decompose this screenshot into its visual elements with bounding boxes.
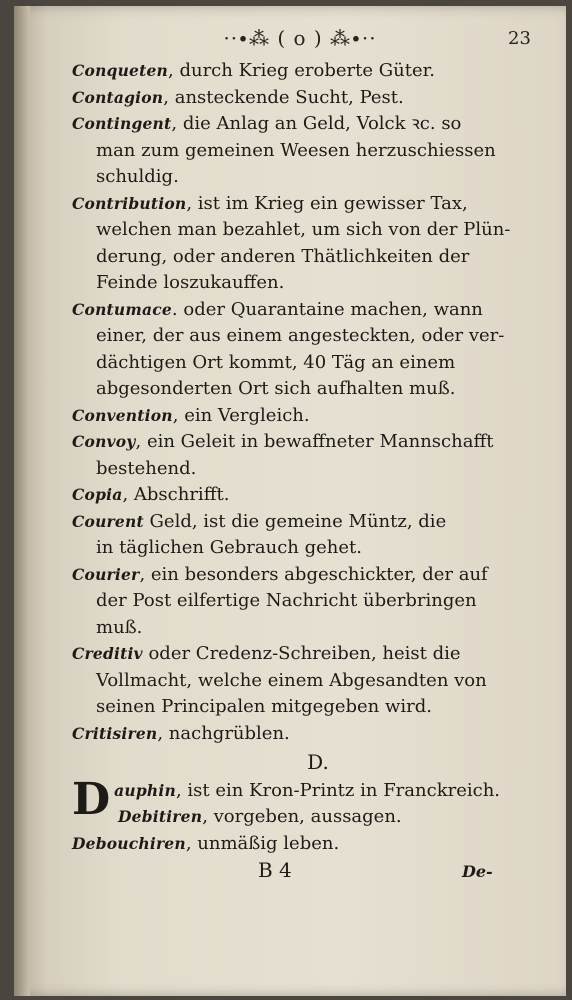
glossary-entry [72, 111, 534, 191]
entry-first-line [72, 403, 534, 430]
entry-definition: Geld, ist die gemeine Müntz, die [143, 510, 447, 532]
entry-definition: , unmäßig leben. [185, 832, 340, 854]
entry-term: Contagion [72, 87, 164, 107]
entry-first-line [72, 191, 534, 218]
header-ornament [200, 26, 400, 50]
entry-term: Copia [72, 485, 123, 504]
entry-term: Convention [72, 405, 173, 425]
page-header [0, 26, 572, 56]
d-entry-list [72, 773, 534, 858]
entry-definition: , ein besonders abgeschickter, der auf [139, 563, 488, 585]
entry-first-line [72, 562, 534, 589]
entry-first-line [72, 58, 534, 85]
entry-continuation: abgesonderten Ort sich aufhalten muß. [96, 378, 456, 399]
page-footer [72, 857, 534, 887]
entry-definition: oder Credenz-Schreiben, heist die [142, 643, 461, 664]
entry-definition: , ist im Krieg ein gewisser Tax, [186, 192, 468, 214]
entry-term: Debouchiren [72, 833, 186, 853]
glossary-entry [72, 58, 534, 85]
signature-mark: B 4 [258, 858, 292, 882]
entry-definition: , ein Geleit in bewaffneter Mannschafft [135, 431, 494, 452]
glossary-entry [72, 429, 534, 482]
entry-continuation: muß. [96, 616, 143, 638]
entry-first-line [72, 509, 534, 536]
entry-first-line [72, 429, 534, 456]
entry-continuation: schuldig. [96, 166, 179, 187]
header-mark: ( o ) [277, 26, 323, 50]
entry-term: Debitiren [118, 807, 203, 826]
page-gutter [14, 6, 30, 996]
entry-definition: , nachgrüblen. [157, 722, 290, 744]
entry-term: Courent [72, 511, 144, 531]
entry-first-line [72, 721, 534, 748]
entry-first-line [72, 111, 534, 138]
entry-definition: , ansteckende Sucht, Pest. [163, 86, 404, 108]
entry-continuation: seinen Principalen mitgegeben wird. [96, 696, 432, 717]
entry-definition: , ein Vergleich. [172, 404, 310, 426]
ornament-right: ⁂∙·· [330, 26, 377, 50]
entry-first-line [72, 85, 534, 112]
glossary-entry [72, 403, 534, 430]
entry-continuation: bestehend. [96, 457, 197, 479]
glossary-entry [72, 562, 534, 642]
entry-term: Convoy [72, 432, 136, 451]
glossary-entry [72, 831, 534, 858]
entry-term: Contingent [72, 114, 172, 133]
entry-first-line [72, 641, 534, 668]
entry-continuation: Vollmacht, welche einem Abgesandten von [96, 669, 487, 691]
entry-term: Critisiren [72, 723, 158, 743]
glossary-entry [72, 85, 534, 112]
glossary-entry [72, 482, 534, 509]
ornament-left: ··∙⁂ [223, 26, 270, 50]
entry-continuation: Feinde loszukauffen. [96, 272, 285, 293]
page-number: 23 [508, 28, 531, 49]
glossary-entry [72, 191, 534, 297]
entry-term: Conqueten [72, 61, 169, 80]
entry-term: Courier [72, 564, 140, 584]
entry-list [72, 58, 534, 747]
catchword: De- [462, 862, 493, 881]
entry-term: Contumace [72, 299, 172, 319]
entry-definition: , die Anlag an Geld, Volck ꝛc. so [171, 113, 462, 134]
entry-first-line [72, 482, 534, 509]
entry-term: auphin [114, 780, 176, 800]
entry-continuation: dächtigen Ort kommt, 40 Täg an einem [96, 351, 456, 373]
drop-cap: D [72, 773, 111, 825]
glossary-entry [72, 297, 534, 403]
glossary-body [72, 58, 534, 887]
entry-continuation: der Post eilfertige Nachricht überbringen [96, 590, 477, 611]
glossary-entry [72, 721, 534, 748]
entry-definition: , ist ein Kron-Printz in Franckreich. [175, 779, 501, 801]
entry-first-line [72, 297, 534, 324]
entry-definition: , Abschrifft. [122, 484, 230, 505]
entry-definition: , vorgeben, aussagen. [202, 806, 402, 827]
entry-definition: , durch Krieg eroberte Güter. [168, 60, 435, 81]
entry-term: Contribution [72, 193, 187, 213]
entry-continuation: einer, der aus einem angesteckten, oder ver- [96, 325, 505, 346]
entry-definition: . oder Quarantaine machen, wann [171, 298, 483, 320]
glossary-entry [72, 641, 534, 721]
entry-continuation: man zum gemeinen Weesen herzuschiessen [96, 139, 496, 161]
entry-continuation: welchen man bezahlet, um sich von der Plün- [96, 219, 511, 240]
glossary-entry [72, 509, 534, 562]
entry-continuation: derung, oder anderen Thätlichkeiten der [96, 245, 470, 267]
section-letter: D. [307, 750, 329, 774]
glossary-entry [72, 804, 534, 831]
entry-term: Creditiv [72, 644, 143, 663]
entry-continuation: in täglichen Gebrauch gehet. [96, 537, 362, 558]
